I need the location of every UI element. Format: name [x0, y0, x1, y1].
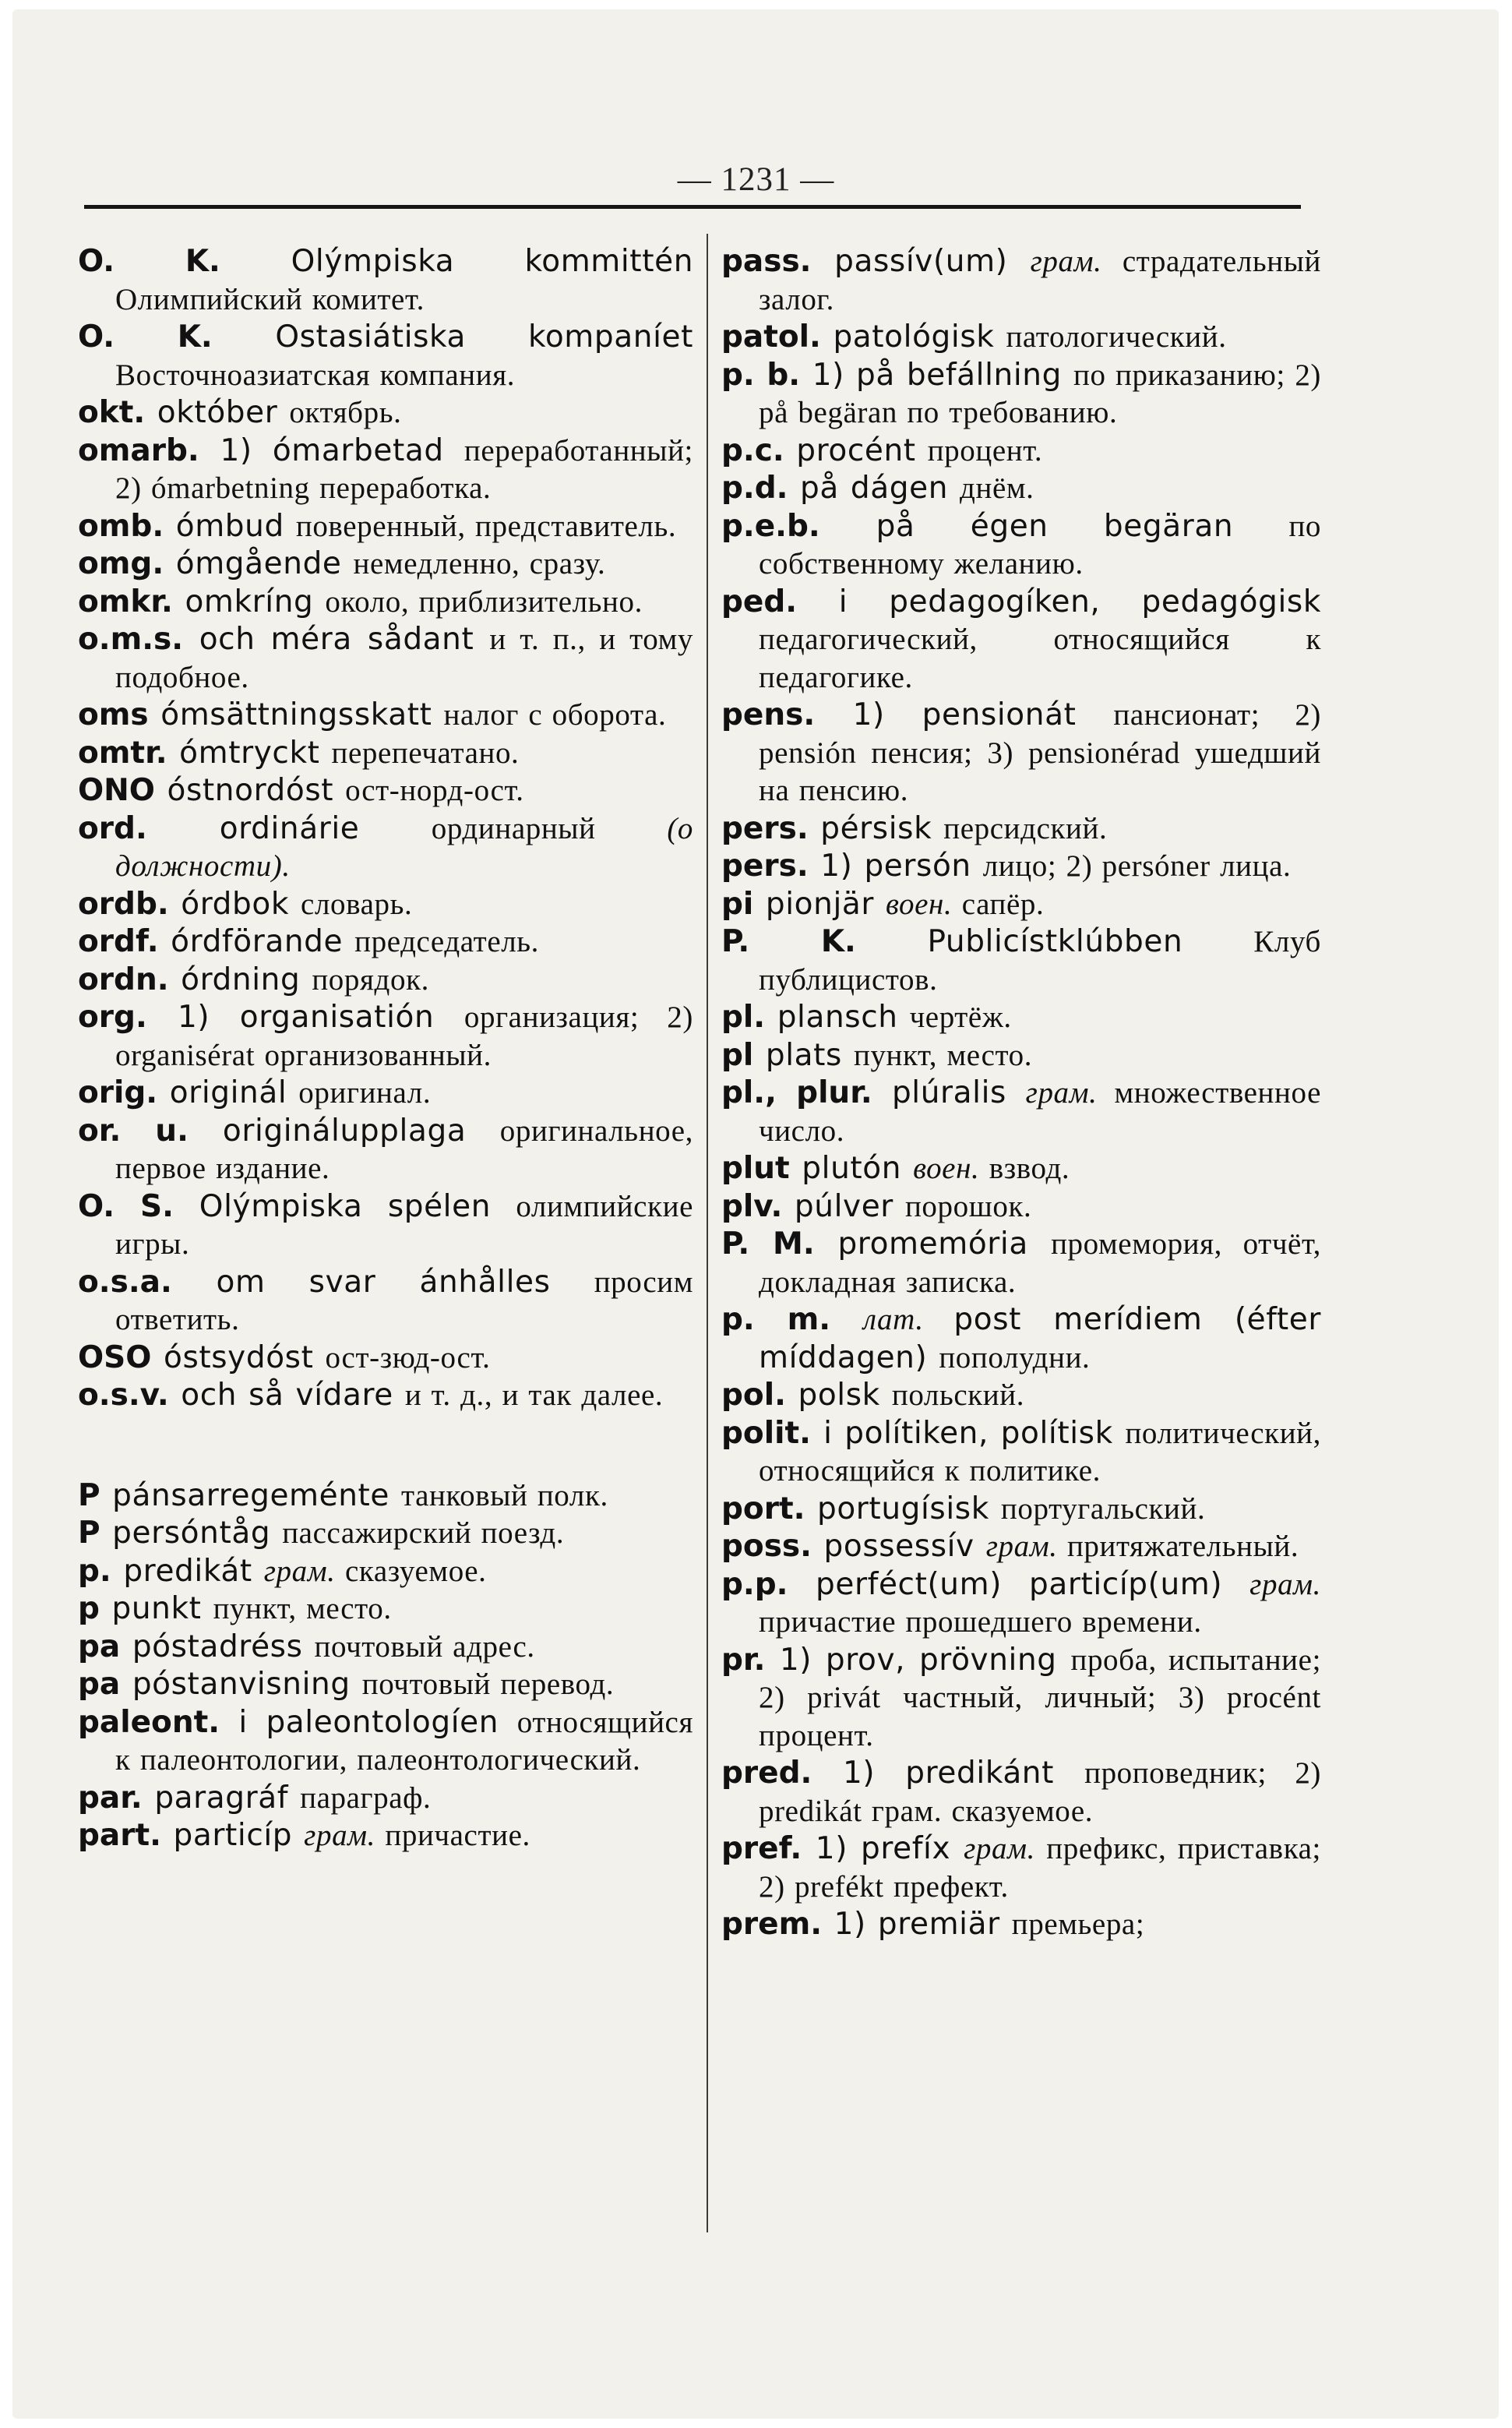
entry-translation: и т. п., и тому подобное. — [115, 623, 693, 694]
dictionary-entry — [78, 1377, 693, 1415]
dictionary-entry — [721, 357, 1321, 432]
entry-translation: пополудни. — [939, 1340, 1091, 1375]
entry-expansion: Olýmpiska spélen — [199, 1188, 492, 1224]
entry-label: грам. — [964, 1832, 1035, 1865]
entry-abbreviation: o.s.a. — [78, 1264, 172, 1300]
entry-expansion: Olýmpiska kommittén — [291, 244, 694, 279]
entry-expansion: polsk — [798, 1378, 880, 1413]
dictionary-entry — [78, 810, 693, 886]
entry-translation: страдательный залог. — [759, 245, 1322, 316]
entry-translation: сказуемое. — [344, 1554, 487, 1588]
entry-expansion: originál — [169, 1075, 287, 1110]
entry-translation: лицо; 2) persóner лица. — [982, 849, 1292, 883]
dictionary-entry — [78, 1113, 693, 1188]
entry-translation: и т. д., и так далее. — [404, 1378, 664, 1412]
entry-label: лат. — [862, 1303, 924, 1336]
entry-expansion: púlver — [794, 1188, 893, 1224]
entry-abbreviation: ordn. — [78, 962, 169, 997]
dictionary-entry — [78, 432, 693, 508]
entry-expansion: plats — [765, 1037, 842, 1073]
dictionary-entry — [78, 735, 693, 773]
dictionary-entry — [78, 1553, 693, 1591]
entry-translation: причастие прошедшего времени. — [759, 1605, 1202, 1639]
entry-abbreviation: pr. — [721, 1642, 766, 1678]
dictionary-entry — [78, 1477, 693, 1516]
entry-abbreviation: p.p. — [721, 1566, 788, 1602]
entry-expansion: órdförande — [171, 924, 344, 959]
entry-abbreviation: omarb. — [78, 432, 199, 468]
header-rule — [84, 205, 1301, 209]
entry-expansion: och méra sådant — [199, 622, 474, 657]
entry-abbreviation: ONO — [78, 773, 155, 808]
entry-expansion: 1) pensionát — [852, 697, 1077, 732]
entry-abbreviation: O. K. — [78, 244, 220, 279]
entry-expansion: ómgående — [175, 546, 342, 581]
entry-expansion: på dágen — [800, 471, 949, 506]
entry-translation: Клуб публицистов. — [759, 925, 1322, 997]
entry-abbreviation: pens. — [721, 697, 816, 732]
entry-expansion: punkt — [111, 1591, 202, 1626]
entry-abbreviation: pers. — [721, 810, 809, 846]
dictionary-entry — [721, 1755, 1321, 1830]
entry-translation: пансионат; 2) pensión пенсия; 3) pensionérad ушедший на пенсию. — [759, 698, 1322, 807]
entry-abbreviation: part. — [78, 1818, 161, 1853]
entry-translation: порядок. — [312, 962, 429, 997]
entry-label: грам. — [1249, 1567, 1322, 1601]
entry-translation: причастие. — [385, 1819, 530, 1852]
entry-abbreviation: omkr. — [78, 584, 173, 619]
entry-expansion: 1) på befállning — [812, 357, 1062, 393]
dictionary-entry — [78, 962, 693, 1000]
entry-expansion: ordinárie — [219, 810, 360, 846]
entry-abbreviation: pa — [78, 1667, 121, 1702]
entry-translation: олимпийские игры. — [115, 1189, 693, 1261]
entry-translation: словарь. — [301, 887, 413, 921]
entry-abbreviation: plv. — [721, 1188, 783, 1224]
entry-label: грам. — [263, 1554, 336, 1588]
entry-translation: оригинал. — [298, 1076, 432, 1110]
entry-abbreviation: p. b. — [721, 357, 801, 393]
entry-expansion: 1) prov, prövning — [779, 1642, 1057, 1678]
entry-expansion: póstanvisning — [132, 1667, 351, 1702]
entry-label: воен. — [913, 1152, 980, 1185]
entry-expansion: post merídiem (éfter míddagen) — [759, 1302, 1321, 1375]
entry-expansion: óstnordóst — [167, 773, 334, 808]
entry-expansion: óstsydóst — [163, 1339, 314, 1375]
dictionary-entry — [721, 1377, 1321, 1415]
entry-expansion: i polítiken, polítisk — [823, 1415, 1113, 1451]
entry-expansion: paragráf — [154, 1780, 289, 1816]
dictionary-entry — [78, 1515, 693, 1553]
entry-expansion: 1) persón — [820, 849, 971, 884]
dictionary-entry — [721, 432, 1321, 471]
entry-translation: польский. — [891, 1378, 1025, 1412]
entry-expansion: pérsisk — [820, 810, 932, 846]
entry-abbreviation: pl — [721, 1037, 754, 1073]
entry-translation: председатель. — [354, 925, 540, 958]
dictionary-entry — [78, 1264, 693, 1339]
dictionary-entry — [78, 1704, 693, 1780]
entry-abbreviation: p. — [78, 1553, 111, 1589]
entry-expansion: 1) premiär — [834, 1907, 1000, 1942]
dictionary-entry — [721, 1566, 1321, 1642]
entry-abbreviation: p. m. — [721, 1302, 831, 1337]
entry-label: грам. — [1030, 245, 1102, 278]
entry-abbreviation: patol. — [721, 319, 821, 355]
dictionary-entry — [721, 1642, 1321, 1756]
entry-expansion: predikát — [123, 1553, 252, 1589]
entry-translation: Восточноазиатская компания. — [115, 358, 516, 392]
entry-translation: патологический. — [1006, 320, 1227, 354]
entry-expansion: på égen begäran — [876, 508, 1234, 544]
entry-translation: премьера; — [1011, 1907, 1145, 1941]
entry-translation: процент. — [927, 433, 1043, 468]
entry-translation: по приказанию; 2) på begäran по требованию. — [759, 358, 1322, 429]
dictionary-entry — [721, 1037, 1321, 1075]
entry-expansion: órdbok — [181, 886, 290, 922]
entry-abbreviation: pass. — [721, 244, 812, 279]
entry-expansion: ómbud — [175, 508, 284, 544]
entry-expansion: póstadréss — [132, 1629, 303, 1664]
entry-expansion: plúralis — [891, 1075, 1006, 1110]
entry-translation: проповедник; 2) predikát грам. сказуемое. — [759, 1756, 1322, 1828]
entry-translation: ост-норд-ост. — [345, 774, 524, 807]
dictionary-entry — [721, 848, 1321, 886]
dictionary-entry — [721, 1188, 1321, 1226]
entry-translation: танковый полк. — [401, 1478, 608, 1512]
entry-expansion: i pedagogíken, pedagógisk — [838, 584, 1322, 619]
entry-translation: пункт, место. — [853, 1038, 1033, 1072]
entry-translation: просим ответить. — [115, 1265, 694, 1336]
entry-abbreviation: ord. — [78, 810, 147, 846]
entry-abbreviation: o.m.s. — [78, 622, 184, 657]
page-number: — 1231 — — [677, 161, 835, 198]
entry-abbreviation: p.e.b. — [721, 508, 820, 544]
dictionary-entry — [721, 923, 1321, 999]
entry-expansion: omkríng — [185, 584, 314, 619]
entry-abbreviation: omtr. — [78, 735, 167, 771]
dictionary-entry — [721, 1906, 1321, 1944]
entry-translation: Олимпийский комитет. — [115, 282, 425, 316]
entry-expansion: passív(um) — [834, 244, 1008, 279]
entry-translation: почтовый адрес. — [314, 1629, 535, 1664]
entry-abbreviation: pa — [78, 1629, 121, 1664]
entry-abbreviation: P — [78, 1516, 100, 1551]
dictionary-entry — [721, 1528, 1321, 1566]
entry-translation: пассажирский поезд. — [282, 1516, 565, 1550]
dictionary-entry — [721, 243, 1321, 319]
dictionary-entry — [78, 394, 693, 432]
entry-expansion: particíp — [173, 1818, 293, 1853]
entry-expansion: ómtryckt — [179, 735, 320, 771]
entry-label: (о должности). — [115, 811, 694, 883]
entry-expansion: plansch — [777, 1000, 898, 1035]
dictionary-entry — [78, 508, 693, 546]
entry-abbreviation: pers. — [721, 849, 809, 884]
entry-translation: притяжательный. — [1066, 1530, 1299, 1563]
entry-expansion: perféct(um) particíp(um) — [816, 1566, 1223, 1602]
entry-translation: немедленно, сразу. — [353, 547, 606, 581]
dictionary-entry — [78, 243, 693, 319]
entry-translation: около, приблизительно. — [325, 584, 643, 619]
entry-expansion: portugísisk — [816, 1491, 989, 1526]
entry-abbreviation: P. K. — [721, 924, 856, 959]
entry-translation: португальский. — [1000, 1491, 1206, 1526]
entry-expansion: 1) ómarbetad — [220, 432, 444, 468]
entry-expansion: promemória — [837, 1226, 1028, 1262]
entry-abbreviation: paleont. — [78, 1704, 220, 1740]
entry-expansion: 1) organisatión — [177, 1000, 435, 1035]
entry-expansion: Ostasiátiska kompaníet — [275, 319, 693, 355]
entry-translation: персидский. — [943, 811, 1108, 845]
entry-expansion: i paleontologíen — [238, 1704, 499, 1740]
entry-label: грам. — [985, 1530, 1058, 1563]
entry-expansion: plutón — [802, 1151, 902, 1186]
entry-abbreviation: okt. — [78, 395, 146, 430]
entry-abbreviation: pl., plur. — [721, 1075, 872, 1110]
entry-translation: политический, относящийся к политике. — [759, 1416, 1321, 1488]
entry-translation: относящийся к палеонтологии, палеонтологический. — [115, 1705, 694, 1777]
dictionary-entry — [721, 1075, 1321, 1150]
entry-translation: пункт, место. — [213, 1592, 392, 1625]
dictionary-entry — [721, 697, 1321, 810]
entry-translation: почтовый перевод. — [361, 1667, 615, 1701]
entry-abbreviation: ordb. — [78, 886, 169, 922]
dictionary-entry — [721, 1415, 1321, 1491]
entry-expansion: órdning — [181, 962, 301, 997]
entry-expansion: október — [157, 395, 278, 430]
entry-expansion: procént — [796, 432, 916, 468]
dictionary-entry — [721, 1491, 1321, 1529]
entry-expansion: 1) predikánt — [843, 1756, 1055, 1791]
entry-abbreviation: p — [78, 1591, 100, 1626]
entry-translation: октябрь. — [289, 396, 402, 429]
entry-translation: налог с оборота. — [443, 698, 667, 732]
entry-expansion: 1) prefíx — [815, 1831, 951, 1866]
entry-translation: параграф. — [300, 1780, 432, 1815]
entry-translation: перепечатано. — [331, 736, 520, 770]
dictionary-entry — [721, 810, 1321, 849]
entry-translation: оригинальное, первое издание. — [115, 1113, 693, 1185]
right-column — [721, 243, 1321, 1944]
entry-abbreviation: omg. — [78, 546, 164, 581]
entry-translation: днём. — [960, 471, 1034, 505]
dictionary-entry — [78, 999, 693, 1075]
dictionary-entry — [721, 470, 1321, 508]
entry-translation: сапёр. — [961, 887, 1045, 921]
dictionary-entry — [78, 1817, 693, 1855]
dictionary-entry — [721, 584, 1321, 697]
dictionary-entry — [721, 1150, 1321, 1188]
dictionary-entry — [78, 1188, 693, 1264]
entry-label: воен. — [886, 887, 953, 921]
entry-abbreviation: prem. — [721, 1907, 823, 1942]
entry-translation: проба, испытание; 2) privát частный, личный; 3) procént процент. — [759, 1643, 1322, 1752]
entry-abbreviation: ordf. — [78, 924, 159, 959]
entry-abbreviation: port. — [721, 1491, 805, 1526]
dictionary-entry — [78, 621, 693, 697]
entry-abbreviation: pi — [721, 886, 754, 922]
entry-abbreviation: p.c. — [721, 432, 784, 468]
entry-expansion: persóntåg — [112, 1516, 271, 1551]
section-gap — [78, 1415, 693, 1477]
entry-translation: ост-зюд-ост. — [325, 1340, 491, 1375]
entry-expansion: pionjär — [765, 886, 875, 922]
entry-abbreviation: pred. — [721, 1756, 812, 1791]
entry-abbreviation: oms — [78, 697, 149, 732]
dictionary-entry — [78, 772, 693, 810]
entry-abbreviation: P — [78, 1477, 100, 1513]
dictionary-entry — [78, 1590, 693, 1629]
dictionary-entry — [721, 1830, 1321, 1906]
dictionary-entry — [78, 319, 693, 394]
dictionary-entry — [78, 584, 693, 622]
entry-abbreviation: p.d. — [721, 471, 788, 506]
entry-translation: промемория, отчёт, докладная записка. — [759, 1227, 1322, 1299]
dictionary-entry — [721, 999, 1321, 1037]
dictionary-entry — [78, 697, 693, 735]
entry-abbreviation: pref. — [721, 1831, 802, 1866]
dictionary-entry — [78, 1075, 693, 1113]
entry-abbreviation: pol. — [721, 1378, 786, 1413]
dictionary-entry — [721, 1226, 1321, 1301]
entry-expansion: pánsarregeménte — [112, 1477, 390, 1513]
entry-abbreviation: polit. — [721, 1415, 811, 1451]
entry-translation: множественное число. — [759, 1076, 1321, 1148]
dictionary-entry — [78, 886, 693, 924]
entry-translation: чертёж. — [909, 1000, 1012, 1034]
entry-translation: ординарный — [431, 811, 596, 845]
entry-abbreviation: O. K. — [78, 319, 213, 355]
entry-abbreviation: orig. — [78, 1075, 158, 1110]
entry-translation: организация; 2) organisérat организованный. — [115, 1000, 693, 1072]
entry-abbreviation: ped. — [721, 584, 798, 619]
entry-abbreviation: plut — [721, 1151, 790, 1186]
entry-expansion: ómsättningsskatt — [160, 697, 432, 732]
entry-translation: порошок. — [904, 1189, 1032, 1223]
dictionary-entry — [721, 886, 1321, 924]
entry-label: грам. — [1025, 1076, 1098, 1110]
dictionary-entry — [721, 319, 1321, 357]
entry-abbreviation: omb. — [78, 508, 164, 544]
dictionary-entry — [78, 1339, 693, 1378]
entry-translation: педагогический, относящийся к педагогике. — [759, 623, 1321, 694]
entry-expansion: och så vídare — [181, 1378, 393, 1413]
dictionary-entry — [78, 1780, 693, 1818]
entry-expansion: originálupplaga — [222, 1113, 467, 1149]
entry-abbreviation: par. — [78, 1780, 143, 1816]
entry-abbreviation: or. u. — [78, 1113, 189, 1149]
dictionary-entry — [78, 1629, 693, 1667]
entry-abbreviation: P. M. — [721, 1226, 815, 1262]
entry-abbreviation: pl. — [721, 1000, 766, 1035]
entry-expansion: Publicístklúbben — [927, 924, 1183, 959]
entry-abbreviation: OSO — [78, 1339, 152, 1375]
dictionary-entry — [78, 545, 693, 584]
entry-abbreviation: O. S. — [78, 1188, 174, 1224]
entry-translation: переработанный; 2) ómarbetning переработка. — [115, 433, 693, 505]
entry-expansion: patológisk — [833, 319, 995, 355]
column-divider — [707, 234, 708, 2232]
dictionary-entry — [78, 1666, 693, 1704]
entry-translation: взвод. — [989, 1152, 1070, 1185]
dictionary-entry — [721, 508, 1321, 584]
entry-abbreviation: poss. — [721, 1529, 812, 1564]
dictionary-entry — [78, 923, 693, 962]
entry-translation: префикс, приставка; 2) prefékt префект. — [759, 1832, 1321, 1904]
entry-translation: по собственному желанию. — [759, 509, 1322, 581]
entry-translation: поверенный, представитель. — [295, 509, 677, 543]
entry-label: грам. — [304, 1819, 376, 1852]
entry-abbreviation: org. — [78, 1000, 147, 1035]
left-column — [78, 243, 693, 1855]
entry-expansion: possessív — [823, 1529, 975, 1564]
entry-abbreviation: o.s.v. — [78, 1378, 169, 1413]
dictionary-entry — [721, 1301, 1321, 1377]
entry-expansion: om svar ánhålles — [216, 1264, 551, 1300]
